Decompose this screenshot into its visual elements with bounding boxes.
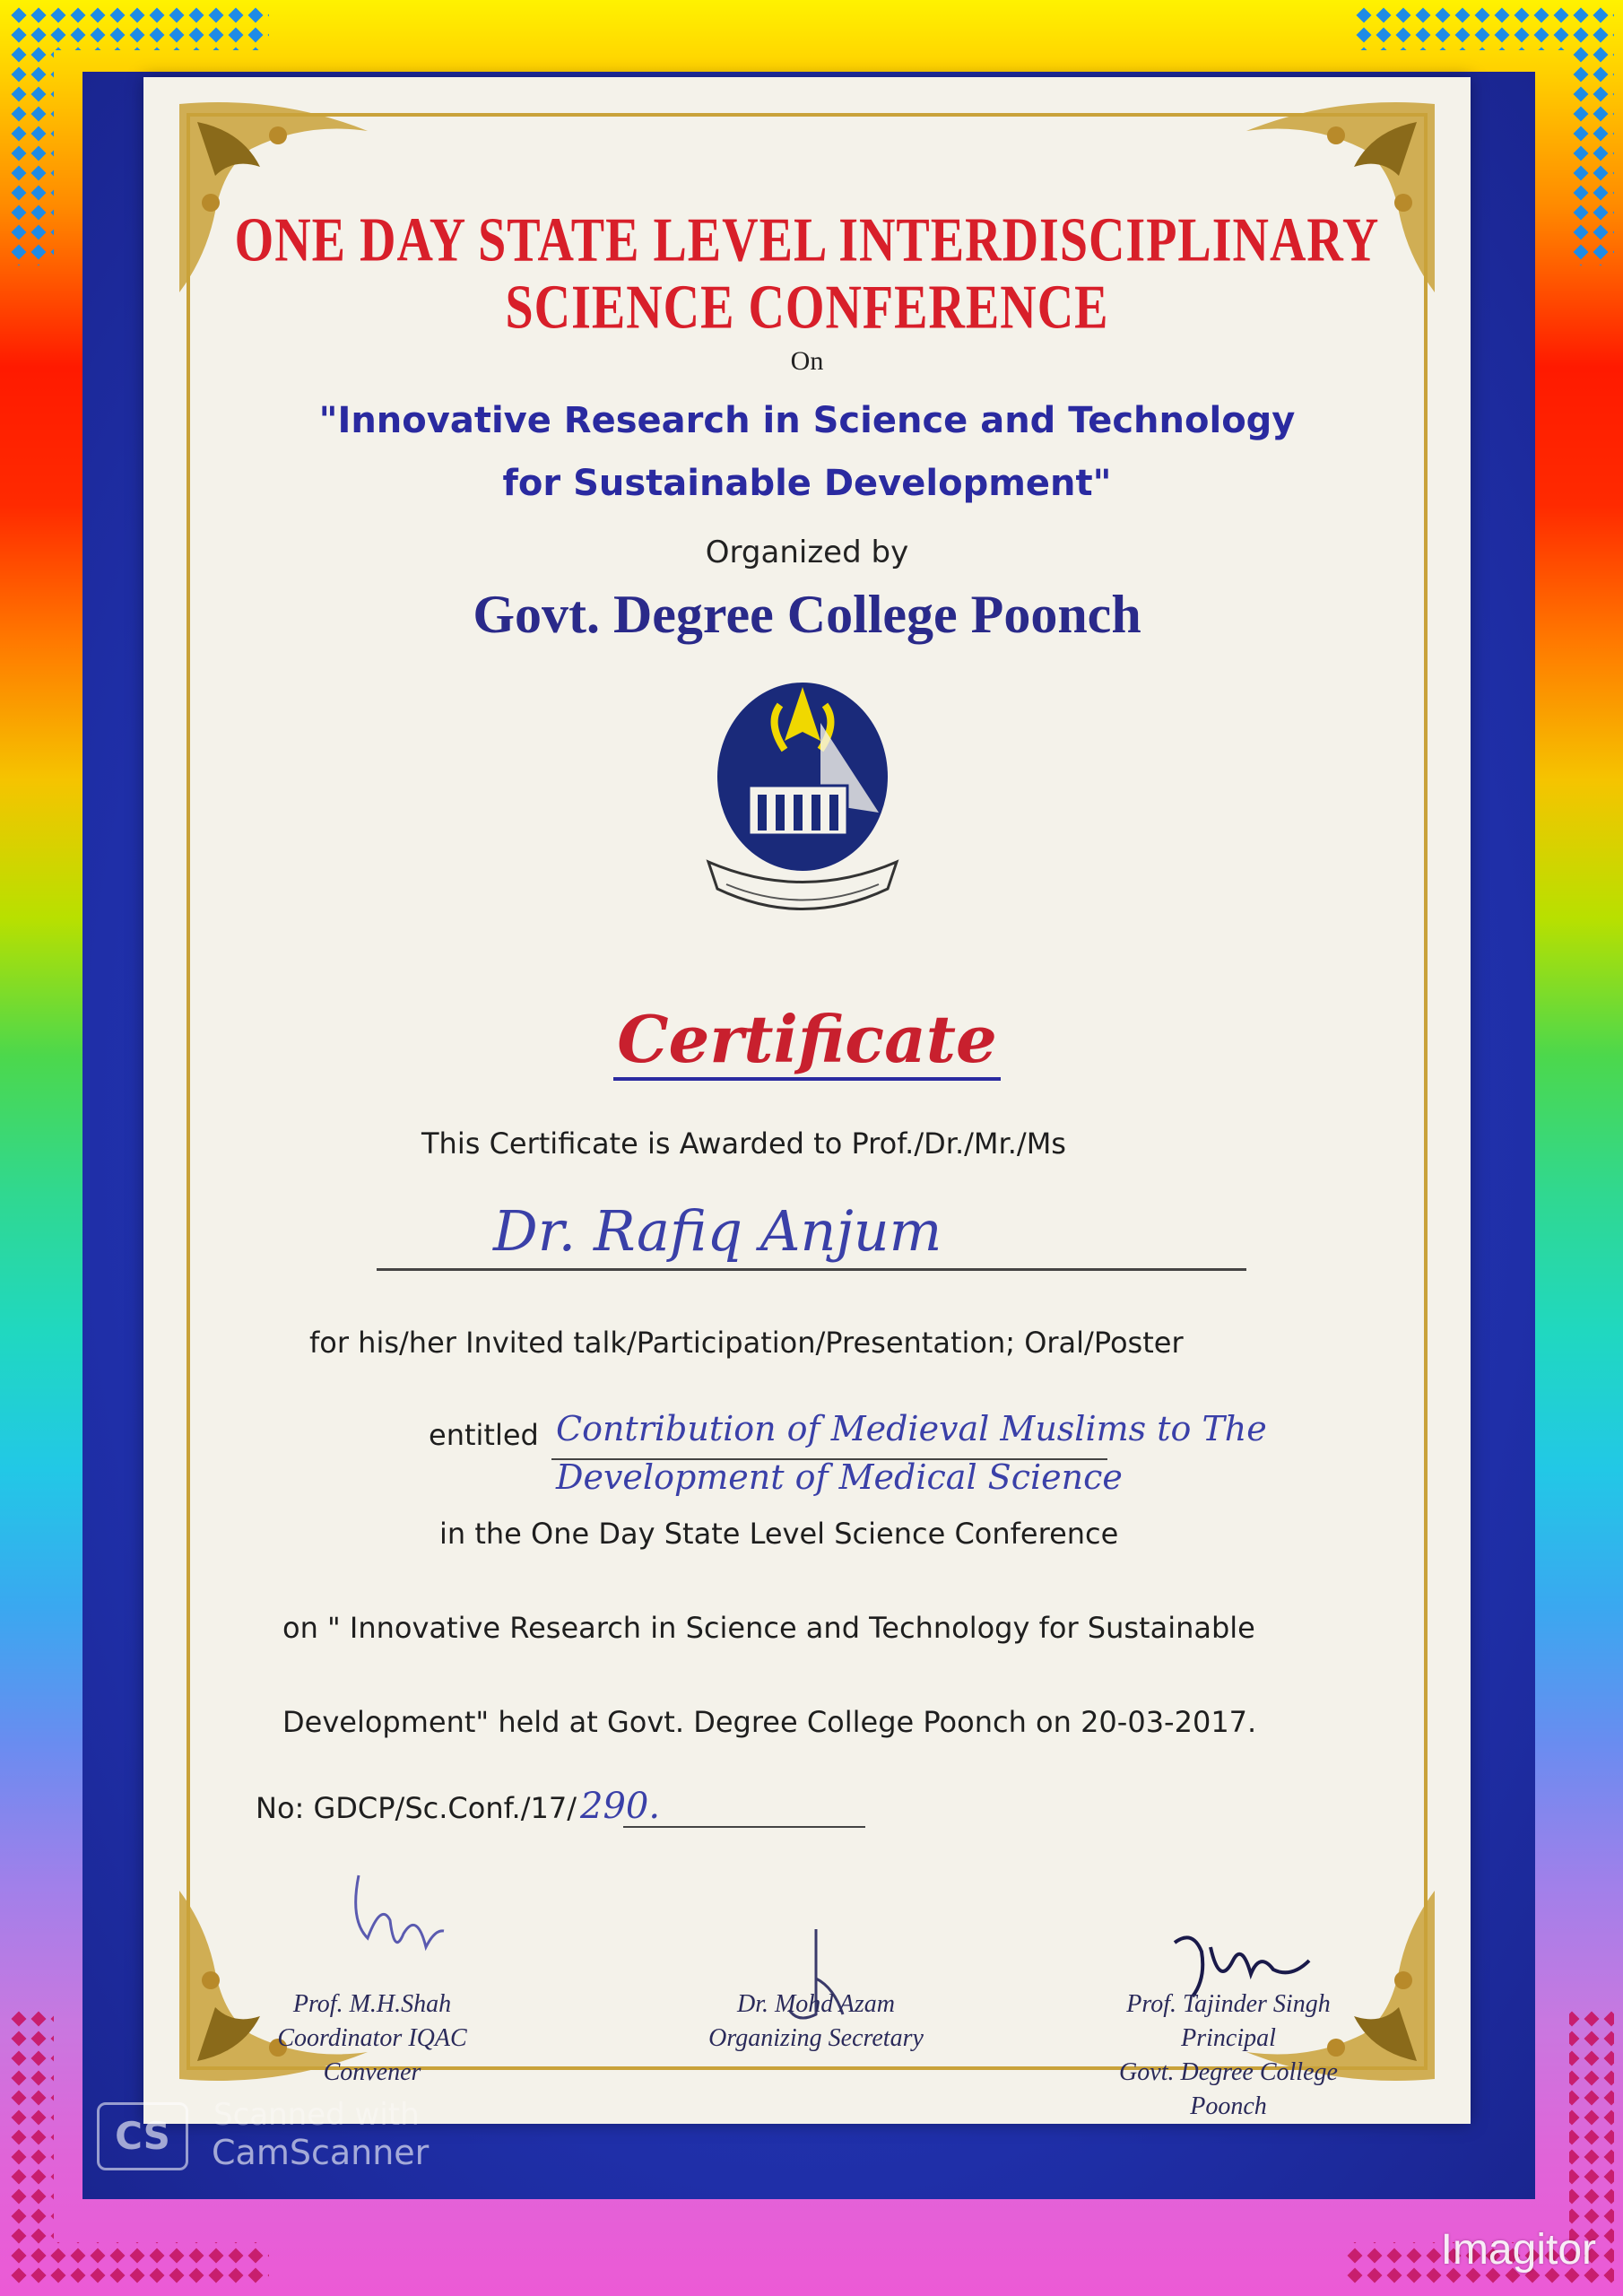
certificate-number-prefix: No: GDCP/Sc.Conf./17/	[256, 1791, 577, 1825]
signatory-secretary	[664, 1987, 968, 2056]
venue-date-line: Development" held at Govt. Degree College Poonch on 20-03-2017.	[282, 1705, 1257, 1739]
signatory-role: Principal	[1181, 2024, 1276, 2052]
camscanner-overlay	[97, 2081, 456, 2170]
theme-line2: for Sustainable Development"	[502, 463, 1112, 504]
number-underline	[623, 1826, 865, 1828]
college-emblem-icon	[686, 669, 919, 974]
signatory-role: Organizing Secretary	[708, 2024, 924, 2052]
certificate-heading	[143, 1001, 1471, 1077]
certificate-word: Certificate	[613, 1001, 1001, 1081]
organized-by-label: Organized by	[705, 535, 909, 570]
college-name: Govt. Degree College Poonch	[473, 585, 1141, 644]
camscanner-logo-icon: CS	[97, 2102, 188, 2170]
participation-type-text: for his/her Invited talk/Participation/Presentation; Oral/Poster	[309, 1326, 1184, 1360]
imagitor-watermark: Imagitor	[1440, 2226, 1596, 2274]
signatory-role: Coordinator IQAC	[277, 2024, 467, 2052]
name-underline	[377, 1268, 1246, 1271]
signatory-principal	[1067, 1987, 1390, 2124]
signatory-name: Prof. Tajinder Singh	[1126, 1990, 1331, 2018]
signatory-convener	[229, 1987, 516, 2090]
signatory-name: Dr. Mohd Azam	[736, 1990, 896, 2018]
certificate-paper	[143, 77, 1471, 2124]
signatory-role: Convener	[323, 2058, 421, 2086]
signature-mark-convener	[341, 1866, 457, 1974]
theme-body-line: on " Innovative Research in Science and Technology for Sustainable	[282, 1611, 1255, 1645]
signatory-role: Poonch	[1190, 2092, 1267, 2120]
conference-title-line2: SCIENCE CONFERENCE	[505, 273, 1109, 343]
scanned-with-text: Scanned with	[213, 2097, 420, 2133]
paper-title: Contribution of Medieval Muslims to The Development of Medical Science	[556, 1409, 1267, 1497]
certificate-number	[256, 1786, 660, 1827]
camscanner-text: CamScanner	[212, 2133, 430, 2172]
certificate-number-value: 290.	[580, 1786, 661, 1827]
signatory-name: Prof. M.H.Shah	[292, 1990, 452, 2018]
recipient-name: Dr. Rafiq Anjum	[493, 1198, 942, 1264]
awarded-to-text: This Certificate is Awarded to Prof./Dr./Mr./Ms	[421, 1126, 1066, 1161]
entitled-label: entitled	[429, 1418, 539, 1452]
conference-line: in the One Day State Level Science Conference	[439, 1517, 1119, 1551]
signatory-role: Govt. Degree College	[1119, 2058, 1338, 2086]
on-label: On	[790, 346, 824, 376]
theme-line1: "Innovative Research in Science and Technology	[318, 400, 1296, 441]
conference-title-line1: ONE DAY STATE LEVEL INTERDISCIPLINARY	[234, 205, 1380, 275]
